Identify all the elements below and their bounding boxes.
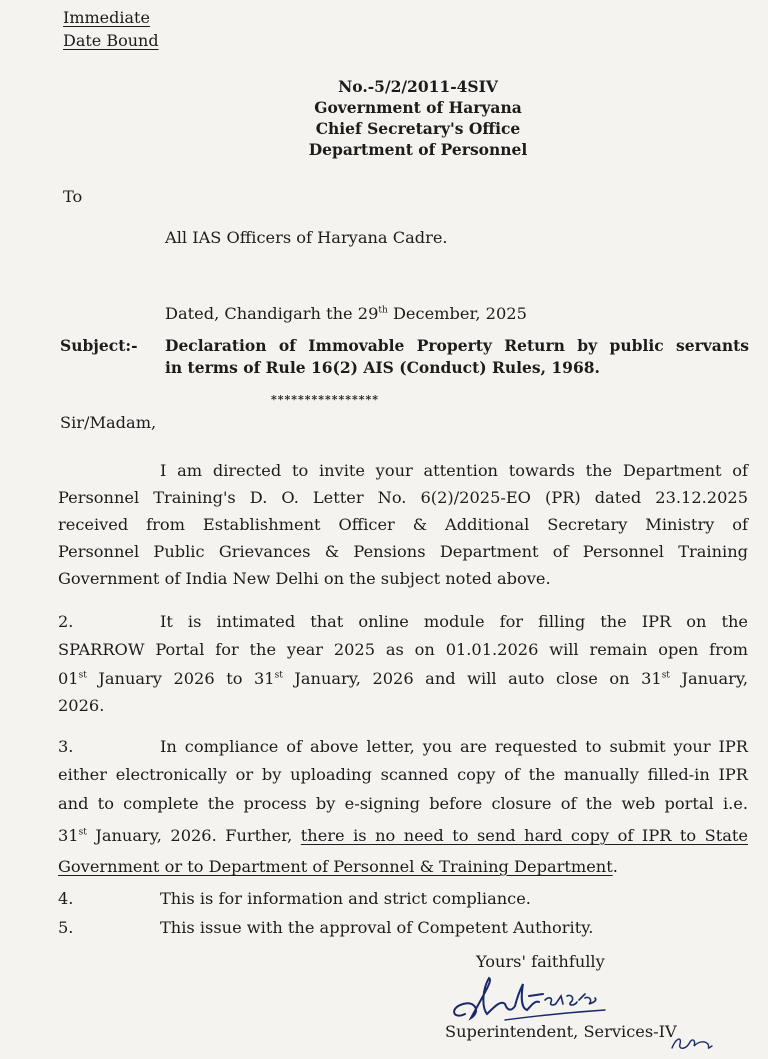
date-bound-tag: Date Bound [63,31,159,50]
para5-text: This issue with the approval of Competent Authority. [160,918,594,937]
para1-line: Personnel Public Grievances & Pensions Department of Personnel Training [58,542,748,561]
para2-line: 2026. [58,696,105,715]
closing: Yours' faithfully [476,952,605,971]
signature-image [445,970,645,1030]
para1-line: I am directed to invite your attention towards the Department of [160,461,748,480]
para3-number: 3. [58,737,74,756]
initials-mark [668,1030,718,1056]
para3-line: In compliance of above letter, you are requested to submit your IPR [160,737,748,756]
para5-number: 5. [58,918,74,937]
para1-line: received from Establishment Officer & Additional Secretary Ministry of [58,515,748,534]
to-label: To [63,187,83,206]
para3-line: 31st January, 2026. Further, there is no need to send hard copy of IPR to State [58,826,748,845]
salutation: Sir/Madam, [60,413,157,432]
header-department: Department of Personnel [308,140,528,159]
para2-number: 2. [58,612,74,631]
separator-stars: **************** [271,393,380,406]
para3-line: and to complete the process by e-signing before closure of the web portal i.e. [58,794,748,813]
designation: Superintendent, Services-IV [445,1022,677,1041]
para1-line: Personnel Training's D. O. Letter No. 6(2)/2025-EO (PR) dated 23.12.2025 [58,488,748,507]
header-office: Chief Secretary's Office [315,119,521,138]
subject-line-2: in terms of Rule 16(2) AIS (Conduct) Rules, 1968. [165,358,600,377]
para3-line: Government or to Department of Personnel & Training Department. [58,857,618,876]
para3-line: either electronically or by uploading scanned copy of the manually filled-in IPR [58,765,748,784]
para4-number: 4. [58,889,74,908]
letter-date: Dated, Chandigarh the 29th December, 2025 [165,304,527,323]
para4-text: This is for information and strict compliance. [160,889,531,908]
para2-line: SPARROW Portal for the year 2025 as on 01.01.2026 will remain open from [58,640,748,659]
immediate-tag: Immediate [63,8,150,27]
letter-number: No.-5/2/2011-4SIV [338,77,498,96]
para2-line: 01st January 2026 to 31st January, 2026 and will auto close on 31st January, [58,669,748,688]
para1-line: Government of India New Delhi on the subject noted above. [58,569,551,588]
recipients: All IAS Officers of Haryana Cadre. [165,228,448,247]
header-government: Government of Haryana [314,98,522,117]
subject-label: Subject:- [60,336,138,355]
para2-line: It is intimated that online module for filling the IPR on the [160,612,748,631]
subject-line-1: Declaration of Immovable Property Return by public servants [165,336,749,355]
